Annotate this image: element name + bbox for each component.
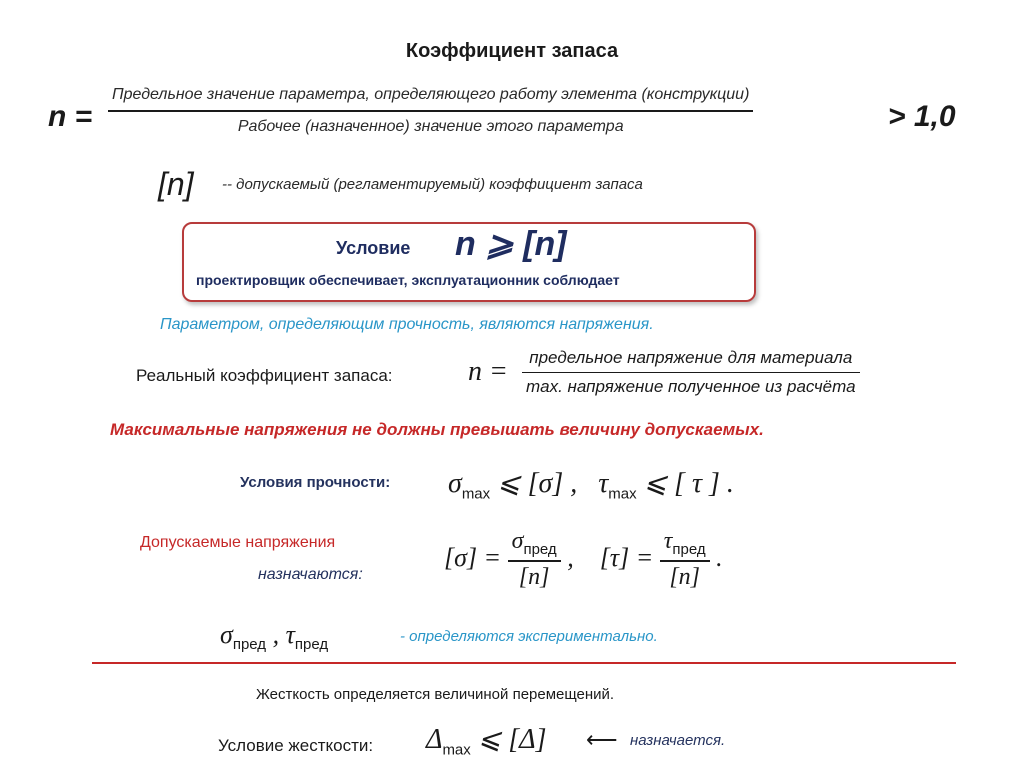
real-factor-denominator: max. напряжение полученное из расчёта [526, 377, 856, 397]
allowed-den1: [n] [518, 564, 550, 591]
allowed-formula [444, 528, 723, 592]
strength-le2: ⩽ [ τ ] . [643, 468, 734, 499]
allowed-fraction2-bar [660, 560, 710, 562]
stiffness-le: ⩽ [Δ] [477, 724, 547, 755]
stiffness-label: Условие жесткости: [218, 736, 374, 755]
strength-le1: ⩽ [σ] , [497, 468, 578, 499]
real-factor-numerator: предельное напряжение для материала [529, 348, 853, 367]
allowable-symbol: [n] [158, 166, 194, 202]
condition-note: проектировщик обеспечивает, эксплуатационник соблюдает [196, 272, 620, 288]
stiffness-delta: Δ [426, 724, 443, 755]
limits-tau-sub: пред [294, 636, 329, 654]
definition-fraction [108, 86, 753, 136]
condition-formula: n ⩾ [n] [455, 225, 567, 263]
stiffness-delta-sub: max [442, 741, 471, 759]
red-divider [92, 662, 956, 664]
page-title: Коэффициент запаса [405, 40, 619, 62]
limits-comma: , [266, 620, 286, 649]
limits-tau: τ [285, 620, 295, 649]
definition-lhs: n = [48, 100, 93, 133]
allowed-lhs1: [σ] = [444, 542, 502, 572]
limits-sigma: σ [220, 620, 233, 649]
allowed-sep: , [567, 542, 574, 572]
strength-tau: τ [598, 468, 609, 499]
allowed-num2-sub: пред [672, 540, 706, 558]
allowed-den2: [n] [669, 564, 701, 591]
allowed-label-line2: назначаются: [258, 566, 363, 583]
stiffness-text: Жесткость определяется величиной перемещений. [256, 686, 615, 703]
allowable-description: -- допускаемый (регламентируемый) коэффициент запаса [222, 176, 643, 193]
allowed-fraction2 [660, 528, 710, 592]
definition-numerator: Предельное значение параметра, определяющего работу элемента (конструкции) [112, 86, 750, 103]
allowed-num1: σ [511, 528, 524, 554]
strength-sigma: σ [448, 468, 462, 499]
stiffness-note: назначается. [630, 732, 726, 749]
real-factor-n: n = [468, 356, 508, 387]
real-factor-fraction-bar [522, 372, 860, 374]
allowed-fraction1-bar [508, 560, 561, 562]
real-factor-fraction [522, 348, 860, 397]
allowed-lhs2: [τ] = [599, 542, 654, 572]
allowed-num2: τ [663, 528, 673, 554]
params-line: Параметром, определяющим прочность, являются напряжения. [160, 316, 654, 333]
strength-formula [448, 466, 734, 503]
limits-formula [220, 620, 328, 653]
strength-tau-sub: max [608, 485, 637, 503]
definition-denominator: Рабочее (назначенное) значение этого параметра [237, 117, 624, 135]
allowed-label-line1: Допускаемые напряжения [140, 534, 336, 551]
strength-sigma-sub: max [461, 485, 491, 503]
allowed-fraction1 [508, 528, 561, 592]
stiffness-formula [426, 722, 546, 759]
definition-rhs: > 1,0 [888, 100, 956, 133]
max-stress-rule: Максимальные напряжения не должны превышать величину допускаемых. [110, 420, 764, 439]
arrow-left-icon: ⟵ [586, 727, 618, 752]
limits-sigma-sub: пред [232, 636, 267, 654]
allowed-num1-sub: пред [523, 540, 557, 558]
definition-fraction-bar [108, 110, 753, 112]
allowed-end: . [716, 542, 723, 572]
real-factor-label: Реальный коэффициент запаса: [136, 366, 393, 385]
strength-label: Условия прочности: [240, 474, 391, 491]
limits-note: - определяются экспериментально. [400, 628, 658, 645]
condition-word: Условие [336, 238, 411, 258]
